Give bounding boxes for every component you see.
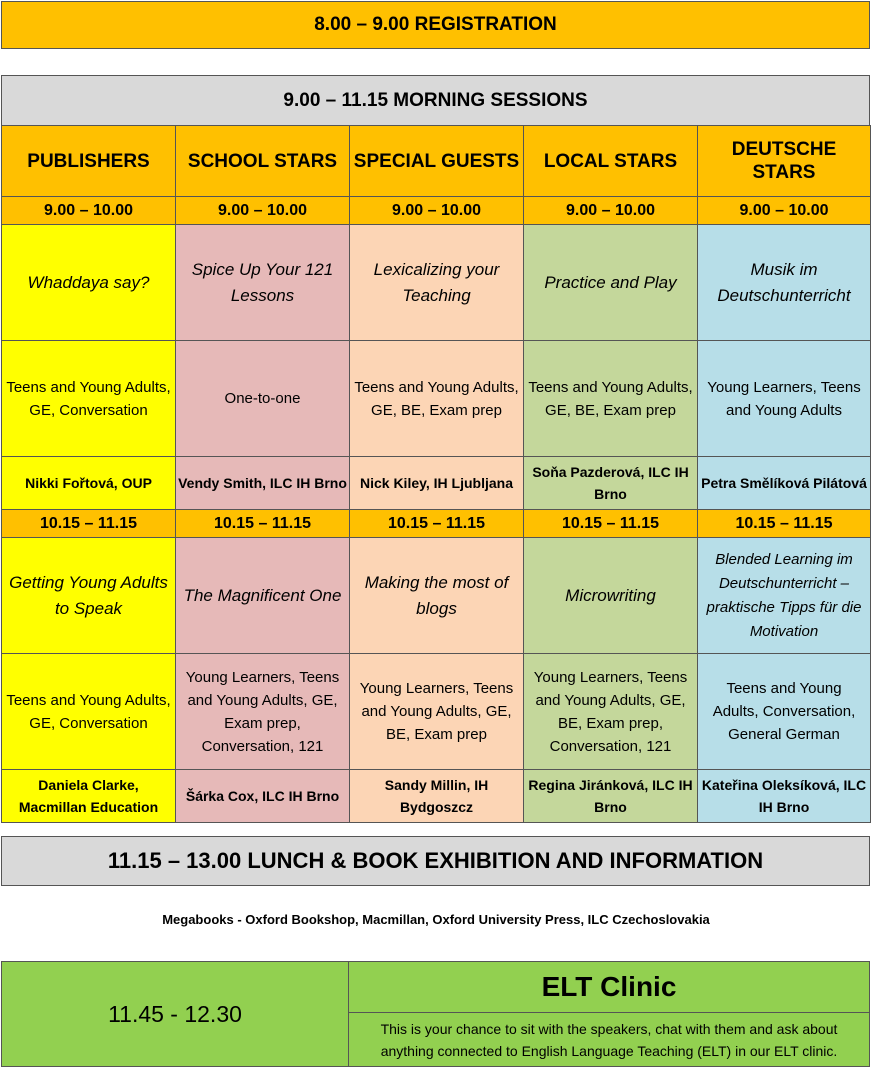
- slot1-title-school-stars: Spice Up Your 121 Lessons: [176, 225, 350, 341]
- slot1-speaker-special-guests: Nick Kiley, IH Ljubljana: [350, 457, 524, 510]
- slot1-audience-school-stars: One-to-one: [176, 341, 350, 457]
- slot1-speaker-deutsche-stars: Petra Smělíková Pilátová: [698, 457, 871, 510]
- slot1-time-deutsche-stars: 9.00 – 10.00: [698, 197, 871, 225]
- slot1-time-special-guests: 9.00 – 10.00: [350, 197, 524, 225]
- slot1-time-publishers: 9.00 – 10.00: [2, 197, 176, 225]
- slot1-speaker-publishers: Nikki Fořtová, OUP: [2, 457, 176, 510]
- slot2-time-special-guests: 10.15 – 11.15: [350, 510, 524, 538]
- slot1-title-deutsche-stars: Musik im Deutschunterricht: [698, 225, 871, 341]
- slot2-audience-local-stars: Young Learners, Teens and Young Adults, GE, BE, Exam prep, Conversation, 121: [524, 654, 698, 770]
- slot2-time-deutsche-stars: 10.15 – 11.15: [698, 510, 871, 538]
- slot2-speaker-school-stars: Šárka Cox, ILC IH Brno: [176, 770, 350, 823]
- slot2-title-publishers: Getting Young Adults to Speak: [2, 538, 176, 654]
- track-deutsche-stars: DEUTSCHE STARS: [698, 126, 871, 197]
- slot2-speaker-local-stars: Regina Jiránková, ILC IH Brno: [524, 770, 698, 823]
- slot2-time-row: [2, 510, 871, 538]
- slot2-audience-row: [2, 654, 871, 770]
- slot1-time-row: [2, 197, 871, 225]
- slot2-title-special-guests: Making the most of blogs: [350, 538, 524, 654]
- track-special-guests: SPECIAL GUESTS: [350, 126, 524, 197]
- clinic-info: [349, 962, 869, 1066]
- slot1-speaker-local-stars: Soňa Pazderová, ILC IH Brno: [524, 457, 698, 510]
- slot2-speaker-special-guests: Sandy Millin, IH Bydgoszcz: [350, 770, 524, 823]
- slot2-time-local-stars: 10.15 – 11.15: [524, 510, 698, 538]
- slot2-speaker-deutsche-stars: Kateřina Oleksíková, ILC IH Brno: [698, 770, 871, 823]
- slot2-title-deutsche-stars: Blended Learning im Deutschunterricht – praktische Tipps für die Motivation: [698, 538, 871, 654]
- slot2-audience-publishers: Teens and Young Adults, GE, Conversation: [2, 654, 176, 770]
- slot2-audience-school-stars: Young Learners, Teens and Young Adults, GE, Exam prep, Conversation, 121: [176, 654, 350, 770]
- track-local-stars: LOCAL STARS: [524, 126, 698, 197]
- track-header-row: [2, 126, 871, 197]
- slot2-title-school-stars: The Magnificent One: [176, 538, 350, 654]
- slot1-time-local-stars: 9.00 – 10.00: [524, 197, 698, 225]
- slot1-time-school-stars: 9.00 – 10.00: [176, 197, 350, 225]
- lunch-exhibition-header: 11.15 – 13.00 LUNCH & BOOK EXHIBITION AND INFORMATION: [1, 836, 870, 886]
- slot2-speaker-row: [2, 770, 871, 823]
- schedule-table: [1, 125, 871, 823]
- slot1-audience-local-stars: Teens and Young Adults, GE, BE, Exam prep: [524, 341, 698, 457]
- clinic-time: 11.45 - 12.30: [2, 962, 349, 1066]
- slot1-audience-special-guests: Teens and Young Adults, GE, BE, Exam prep: [350, 341, 524, 457]
- slot1-title-publishers: Whaddaya say?: [2, 225, 176, 341]
- morning-sessions-header: 9.00 – 11.15 MORNING SESSIONS: [1, 75, 870, 125]
- slot2-time-school-stars: 10.15 – 11.15: [176, 510, 350, 538]
- clinic-description: This is your chance to sit with the speakers, chat with them and ask about anything connected to English Language Teaching (ELT) in our ELT clinic.: [380, 1020, 838, 1059]
- slot1-title-row: [2, 225, 871, 341]
- slot2-audience-deutsche-stars: Teens and Young Adults, Conversation, General German: [698, 654, 871, 770]
- track-school-stars: SCHOOL STARS: [176, 126, 350, 197]
- slot2-title-row: [2, 538, 871, 654]
- slot2-time-publishers: 10.15 – 11.15: [2, 510, 176, 538]
- slot1-title-special-guests: Lexicalizing your Teaching: [350, 225, 524, 341]
- elt-clinic-box: [1, 961, 870, 1067]
- slot2-speaker-publishers: Daniela Clarke, Macmillan Education: [2, 770, 176, 823]
- slot1-title-local-stars: Practice and Play: [524, 225, 698, 341]
- slot2-title-local-stars: Microwriting: [524, 538, 698, 654]
- slot1-audience-row: [2, 341, 871, 457]
- slot1-speaker-row: [2, 457, 871, 510]
- slot1-speaker-school-stars: Vendy Smith, ILC IH Brno: [176, 457, 350, 510]
- slot2-audience-special-guests: Young Learners, Teens and Young Adults, GE, BE, Exam prep: [350, 654, 524, 770]
- registration-banner: 8.00 – 9.00 REGISTRATION: [1, 1, 870, 49]
- clinic-title: ELT Clinic: [349, 962, 869, 1013]
- slot1-audience-deutsche-stars: Young Learners, Teens and Young Adults: [698, 341, 871, 457]
- track-publishers: PUBLISHERS: [2, 126, 176, 197]
- slot1-audience-publishers: Teens and Young Adults, GE, Conversation: [2, 341, 176, 457]
- exhibitors-list: Megabooks - Oxford Bookshop, Macmillan, Oxford University Press, ILC Czechoslovakia: [162, 912, 710, 927]
